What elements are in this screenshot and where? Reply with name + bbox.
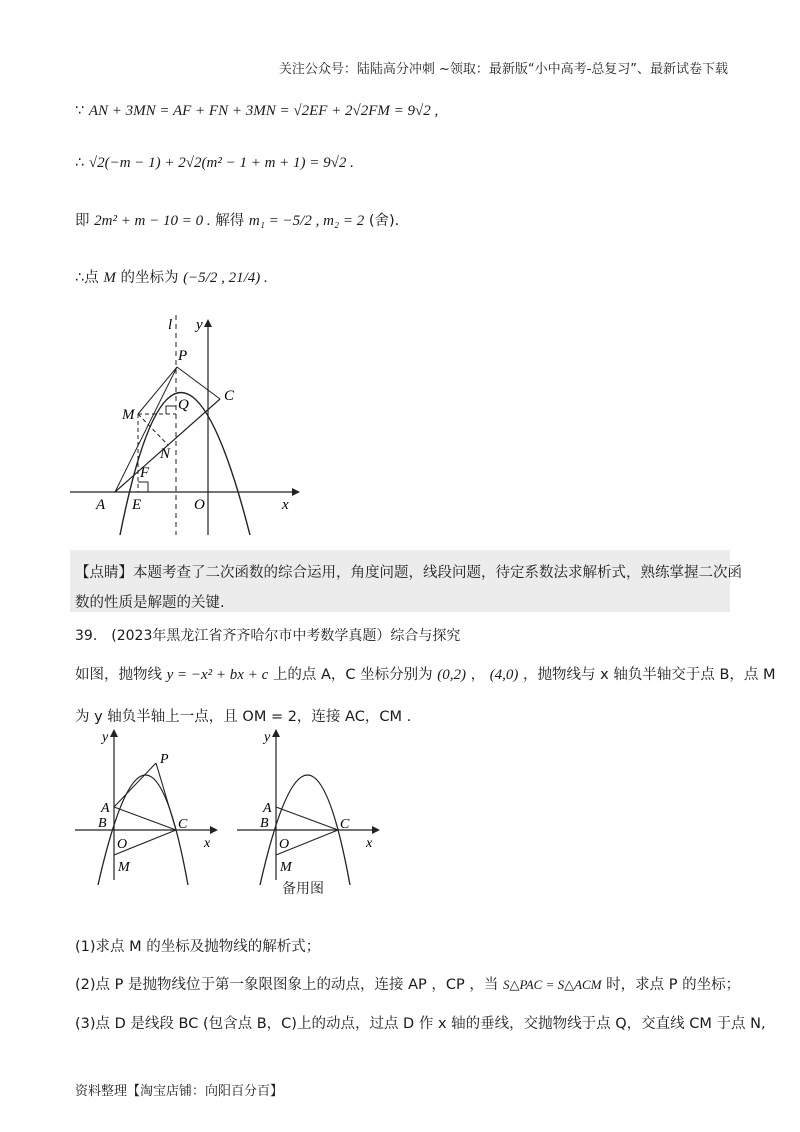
solution-line-4	[75, 266, 268, 287]
roots: m₁ = −5/2 , m₂ = 2	[248, 213, 365, 229]
question-2-b: 时，求点 P 的坐标；	[606, 977, 741, 993]
parabola-equation: y = −x² + bx + c	[166, 667, 269, 683]
solution-line-4-mid: 的坐标为	[120, 270, 179, 286]
area-equation: S△PAC = S△ACM	[502, 977, 602, 992]
question-3: (3)点 D 是线段 BC (包含点 B，C)上的动点，过点 D 作 x 轴的垂线，交抛物线于点 Q，交直线 CM 于点 N,	[75, 1016, 766, 1032]
label-m: M	[122, 407, 135, 423]
label-e: E	[132, 497, 142, 513]
solution-line-3	[75, 209, 399, 230]
equation-3: 2m² + m − 10 = 0 .	[94, 213, 211, 229]
fig2-label-a: A	[101, 801, 110, 816]
fig3-label-m: M	[280, 860, 292, 875]
label-l: l	[168, 317, 173, 333]
label-y: y	[196, 317, 203, 333]
fig2-label-x: x	[204, 836, 211, 851]
therefore-symbol: ∴	[75, 155, 85, 171]
fig3-label-c: C	[340, 817, 350, 832]
question-2	[75, 973, 740, 994]
figure-2-diagram	[70, 725, 230, 885]
solution-line-4-prefix: ∴点	[75, 270, 99, 286]
point-a-coords: (0,2)	[437, 667, 466, 683]
figure-1-parabola-diagram	[60, 305, 320, 545]
fig2-label-p: P	[160, 752, 169, 767]
stmt1-b: 上的点	[272, 667, 317, 683]
stmt1-c: A，C 坐标分别为	[320, 667, 433, 683]
question-2-a: (2)点 P 是抛物线位于第一象限图象上的动点，连接 AP ，CP ，当	[75, 977, 499, 993]
solution-line-3-mid: 解得	[215, 213, 245, 229]
label-n: N	[160, 446, 171, 462]
label-o: O	[194, 497, 205, 513]
label-c: C	[224, 388, 235, 404]
fig2-label-c: C	[178, 817, 188, 832]
problem-statement-2: 为 y 轴负半轴上一点，且 OM = 2，连接 AC，CM .	[75, 709, 412, 725]
point-m-var: M	[103, 270, 116, 286]
page-footer: 资料整理【淘宝店铺：向阳百分百】	[75, 1084, 284, 1099]
equation-2: √2(−m − 1) + 2√2(m² − 1 + m + 1) = 9√2 .	[88, 155, 354, 171]
label-p: P	[178, 348, 188, 364]
page-header: 关注公众号：陆陆高分冲刺 ~领取：最新版“小中高考-总复习”、最新试卷下载	[278, 62, 728, 77]
fig3-label-x: x	[366, 836, 373, 851]
solution-line-1	[75, 103, 438, 120]
label-x: x	[282, 497, 289, 513]
solution-line-2	[75, 155, 354, 172]
fig3-label-y: y	[264, 730, 271, 745]
equation-1: AN + 3MN = AF + FN + 3MN = √2EF + 2√2FM = 9√2 ,	[88, 103, 439, 119]
fig2-label-b: B	[98, 816, 107, 831]
stmt1-a: 如图，抛物线	[75, 667, 162, 683]
figure-3-caption: 备用图	[282, 881, 324, 897]
label-f: F	[140, 465, 150, 481]
label-q: Q	[178, 397, 189, 413]
fig3-label-b: B	[260, 816, 269, 831]
fig3-label-o: O	[279, 837, 290, 852]
point-c-coords: (4,0)	[489, 667, 519, 683]
note-line-2: 数的性质是解题的关键.	[75, 595, 225, 611]
note-line-1: 【点睛】本题考查了二次函数的综合运用，角度问题，线段问题，待定系数法求解析式，熟练掌握二次函	[75, 565, 742, 581]
problem-statement-1: 如图，抛物线 y = −x² + bx + c 上的点 A，C 坐标分别为 (0,2) ， (4,0) ，抛物线与 x 轴负半轴交于点 B，点 M	[75, 667, 776, 683]
fig3-label-a: A	[263, 801, 272, 816]
question-1: (1)求点 M 的坐标及抛物线的解析式；	[75, 939, 321, 955]
solution-line-3-suffix: (舍).	[368, 213, 400, 229]
fig2-label-y: y	[102, 730, 109, 745]
solution-line-3-prefix: 即	[75, 213, 90, 229]
stmt1-d: ，抛物线与 x 轴负半轴交于点 B，点 M	[523, 667, 776, 683]
fig2-label-o: O	[117, 837, 128, 852]
figure-3-diagram	[232, 725, 392, 885]
because-symbol: ∵	[75, 103, 85, 119]
point-m-coords: (−5/2 , 21/4) .	[183, 270, 268, 286]
fig2-label-m: M	[118, 860, 130, 875]
problem-number-line: 39. (2023年黑龙江省齐齐哈尔市中考数学真题）综合与探究	[75, 628, 461, 644]
label-a: A	[96, 497, 106, 513]
